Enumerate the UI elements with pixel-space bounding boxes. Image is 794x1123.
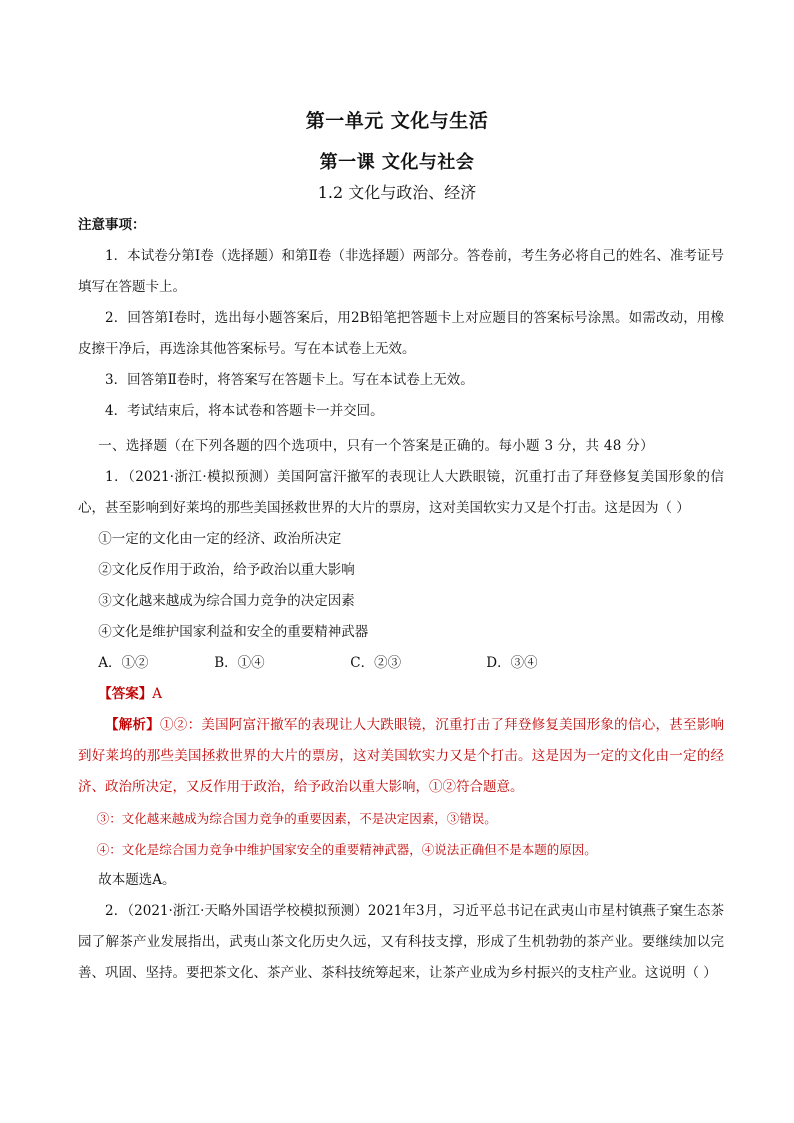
question-1-statement-4: ④文化是维护国家利益和安全的重要精神武器 (98, 624, 369, 640)
note-item-3: 3．回答第Ⅱ卷时，将答案写在答题卡上。写在本试卷上无效。 (105, 372, 474, 388)
analysis-label: 【解析】 (105, 717, 161, 733)
section-title: 1.2 文化与政治、经济 (317, 183, 477, 202)
notes-title: 注意事项： (78, 217, 146, 233)
question-1-statement-1: ①一定的文化由一定的经济、政治所决定 (98, 531, 342, 547)
section-heading: 一、选择题（在下列各题的四个选项中，只有一个答案是正确的。每小题 3 分，共 48 分） (98, 438, 654, 454)
question-1-statement-2: ②文化反作用于政治，给予政治以重大影响 (98, 562, 355, 578)
option-a: A．①② (98, 655, 149, 671)
question-1-conclusion: 故本题选A。 (98, 872, 176, 888)
question-1-answer (78, 679, 724, 710)
unit-title: 第一单元 文化与生活 (305, 110, 489, 132)
option-d: D．③④ (486, 655, 538, 671)
question-1-stem: 1．（2021·浙江·模拟预测）美国阿富汗撤军的表现让人大跌眼镜，沉重打击了拜登修复美国形象的信心，甚至影响到好莱坞的那些美国拯救世界的大片的票房，这对美国软实力又是个打击。这是因为（ ） (78, 469, 724, 516)
question-1-options (78, 648, 724, 679)
analysis-text: ①②：美国阿富汗撤军的表现让人大跌眼镜，沉重打击了拜登修复美国形象的信心，甚至影响到好莱坞的那些美国拯救世界的大片的票房，这对美国软实力又是个打击。这是因为一定的文化由一定的经济、政治所决定，又反作用于政治，给予政治以重大影响，①②符合题意。 (78, 717, 725, 795)
note-item-2: 2．回答第Ⅰ卷时，选出每小题答案后，用2B铅笔把答题卡上对应题目的答案标号涂黑。如需改动，用橡皮擦干净后，再选涂其他答案标号。写在本试卷上无效。 (78, 310, 724, 357)
question-1-analysis (78, 710, 724, 803)
document-body (78, 210, 724, 989)
answer-label: 【答案】 (98, 686, 153, 702)
option-c: C．②③ (350, 655, 402, 671)
answer-value: A (152, 686, 162, 702)
question-1-statement-3: ③文化越来越成为综合国力竞争的决定因素 (98, 593, 355, 609)
analysis-point-3: ③：文化越来越成为综合国力竞争的重要因素，不是决定因素，③错误。 (96, 811, 497, 826)
question-2-stem: 2．（2021·浙江·天略外国语学校模拟预测）2021年3月，习近平总书记在武夷山市星村镇燕子窠生态茶园了解茶产业发展指出，武夷山茶文化历史久远，又有科技支撑，形成了生机勃勃的茶产业。要继续加以完善、巩固、坚持。要把茶文化、茶产业、茶科技统筹起来，让茶产业成为乡村振兴的支柱产业。这说明（ ） (78, 903, 724, 981)
analysis-point-4: ④：文化是综合国力竞争中维护国家安全的重要精神武器，④说法正确但不是本题的原因。 (96, 842, 597, 857)
note-item-4: 4．考试结束后，将本试卷和答题卡一并交回。 (105, 403, 384, 419)
lesson-title: 第一课 文化与社会 (319, 152, 475, 173)
option-b: B．①④ (214, 655, 265, 671)
note-item-1: 1．本试卷分第Ⅰ卷（选择题）和第Ⅱ卷（非选择题）两部分。答卷前，考生务必将自己的姓名、准考证号填写在答题卡上。 (78, 248, 724, 295)
